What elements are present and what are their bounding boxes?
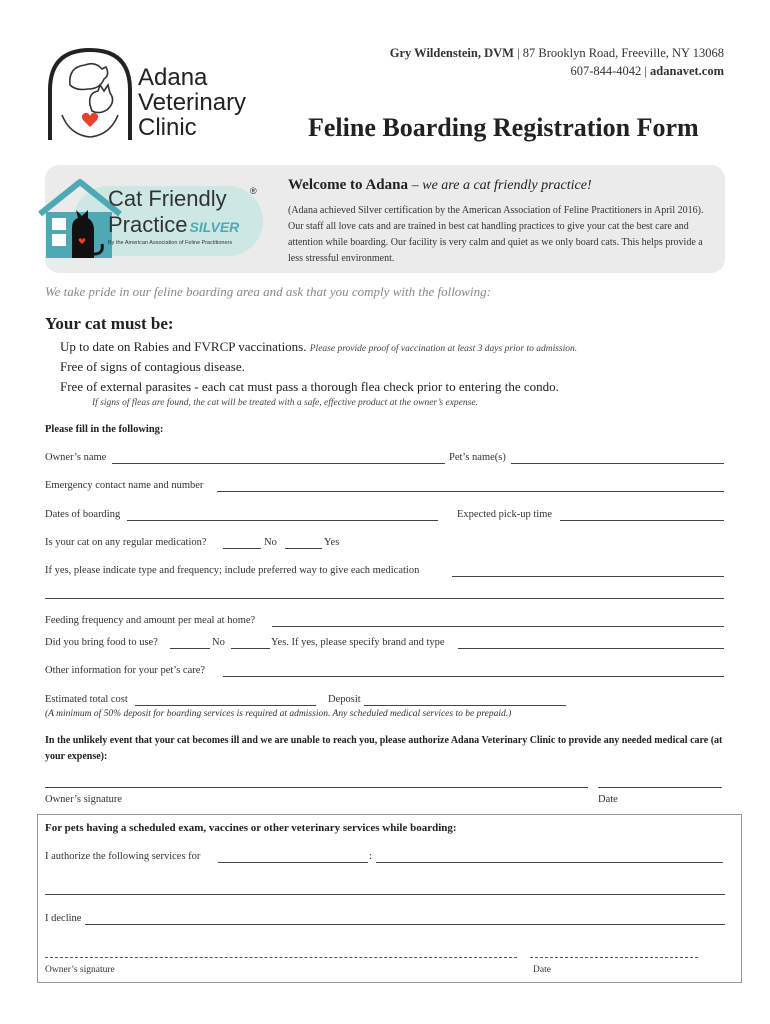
- date-label: Date: [598, 794, 618, 805]
- requirement-item: [60, 359, 245, 375]
- pickup-time-field[interactable]: [560, 520, 724, 521]
- emergency-contact-field[interactable]: [217, 491, 724, 492]
- boarding-dates-field[interactable]: [127, 520, 438, 521]
- welcome-tagline: – we are a cat friendly practice!: [411, 178, 592, 193]
- clinic-logo-icon: [40, 45, 140, 145]
- form-title: Feline Boarding Registration Form: [308, 113, 699, 142]
- services-decline-label: I decline: [45, 913, 82, 924]
- owners-name-label: Owner’s name: [45, 452, 107, 463]
- estimated-cost-field[interactable]: [135, 705, 316, 706]
- welcome-text: (Adana achieved Silver certification by the American Association of Feline Practitioners in April 2016). Our staff all love cats and are trained in best cat handling practices to give your cat the best care and attention while boarding. Our facility is very calm and quiet as we only board cats. This helps provide a less stressful environment.: [288, 205, 704, 264]
- services-authorize-label: I authorize the following services for: [45, 851, 201, 862]
- deposit-label: Deposit: [328, 694, 361, 705]
- services-decline-field[interactable]: [85, 924, 725, 925]
- deposit-note: (A minimum of 50% deposit for boarding services is required at admission. Any scheduled medical services to be prepaid.): [45, 709, 512, 719]
- form-heading: Please fill in the following:: [45, 424, 164, 435]
- logo-line-1: Adana: [138, 64, 208, 91]
- services-colon: :: [369, 851, 372, 862]
- badge-level: SILVER: [189, 219, 240, 235]
- medication-no-field[interactable]: [223, 548, 261, 549]
- doctor-name: Gry Wildenstein, DVM: [389, 46, 514, 60]
- other-info-label: Other information for your pet’s care?: [45, 665, 206, 676]
- boarding-dates-label: Dates of boarding: [45, 509, 121, 520]
- intro-text: We take pride in our feline boarding area and ask that you comply with the following:: [45, 284, 491, 299]
- requirement-text: Up to date on Rabies and FVRCP vaccinations.: [60, 339, 307, 354]
- badge-line-2: Practice: [108, 212, 188, 237]
- services-heading: For pets having a scheduled exam, vaccines or other veterinary services while boarding:: [45, 822, 457, 834]
- requirement-note: Please provide proof of vaccination at least 3 days prior to admission.: [309, 344, 578, 354]
- medication-detail-label: If yes, please indicate type and frequency; include preferred way to give each medication: [45, 565, 420, 576]
- badge-reg-mark: ®: [250, 186, 257, 196]
- estimated-cost-label: Estimated total cost: [45, 694, 128, 705]
- deposit-field[interactable]: [364, 705, 566, 706]
- services-date-label: Date: [533, 965, 551, 975]
- medication-question: Is your cat on any regular medication?: [45, 537, 207, 548]
- clinic-logo: [40, 45, 270, 145]
- requirement-text: Free of signs of contagious disease.: [60, 359, 245, 374]
- food-no-label: No: [212, 637, 225, 648]
- medication-detail-field[interactable]: [452, 576, 724, 577]
- requirement-item: [60, 379, 559, 395]
- requirement-item: [60, 339, 577, 355]
- feeding-label: Feeding frequency and amount per meal at home?: [45, 615, 256, 626]
- logo-line-2: Veterinary: [138, 89, 247, 116]
- pickup-time-label: Expected pick-up time: [457, 509, 553, 520]
- clinic-address: 87 Brooklyn Road, Freeville, NY 13068: [522, 46, 724, 60]
- pets-names-label: Pet’s name(s): [449, 452, 506, 463]
- emergency-contact-label: Emergency contact name and number: [45, 480, 204, 491]
- food-yes-field[interactable]: [231, 648, 270, 649]
- owners-name-field[interactable]: [112, 463, 445, 464]
- feeding-field[interactable]: [272, 626, 724, 627]
- medication-no-label: No: [264, 537, 277, 548]
- requirements-heading: Your cat must be:: [45, 314, 174, 333]
- owner-signature-label: Owner’s signature: [45, 794, 123, 805]
- services-date-field[interactable]: [530, 957, 698, 958]
- medication-detail-field-2[interactable]: [45, 598, 724, 599]
- services-pet-field[interactable]: [218, 862, 368, 863]
- owner-signature-field[interactable]: [45, 787, 588, 788]
- services-signature-label: Owner’s signature: [45, 965, 115, 975]
- food-brand-field[interactable]: [458, 648, 724, 649]
- other-info-field[interactable]: [223, 676, 724, 677]
- badge-line-1: Cat Friendly: [108, 186, 227, 211]
- welcome-heading: Welcome to Adana: [288, 177, 408, 193]
- cat-friendly-badge: [38, 178, 268, 264]
- medication-yes-label: Yes: [324, 537, 340, 548]
- medication-yes-field[interactable]: [285, 548, 322, 549]
- logo-line-3: Clinic: [138, 114, 197, 141]
- pets-names-field[interactable]: [511, 463, 724, 464]
- services-signature-field[interactable]: [45, 957, 517, 958]
- badge-subtext: By the American Association of Feline Practitioners: [108, 240, 233, 246]
- services-list-field[interactable]: [376, 862, 723, 863]
- clinic-contact: Gry Wildenstein, DVM | 87 Brooklyn Road, Freeville, NY 13068 607-844-4042 | adanavet.com: [389, 46, 724, 78]
- signature-date-field[interactable]: [598, 787, 722, 788]
- medical-authorization-text: In the unlikely event that your cat becomes ill and we are unable to reach you, please authorize Adana Veterinary Clinic to provide any needed medical care (at your expense):: [45, 735, 723, 762]
- welcome-title: [288, 177, 592, 194]
- food-question: Did you bring food to use?: [45, 637, 158, 648]
- flea-note: If signs of fleas are found, the cat will be treated with a safe, effective product at the owner’s expense.: [92, 398, 478, 408]
- food-yes-label: Yes. If yes, please specify brand and type: [271, 637, 445, 648]
- clinic-phone: 607-844-4042: [570, 64, 642, 78]
- food-no-field[interactable]: [170, 648, 210, 649]
- clinic-website: adanavet.com: [650, 64, 724, 78]
- services-list-field-2[interactable]: [45, 894, 725, 895]
- requirement-text: Free of external parasites - each cat must pass a thorough flea check prior to entering the condo.: [60, 379, 559, 394]
